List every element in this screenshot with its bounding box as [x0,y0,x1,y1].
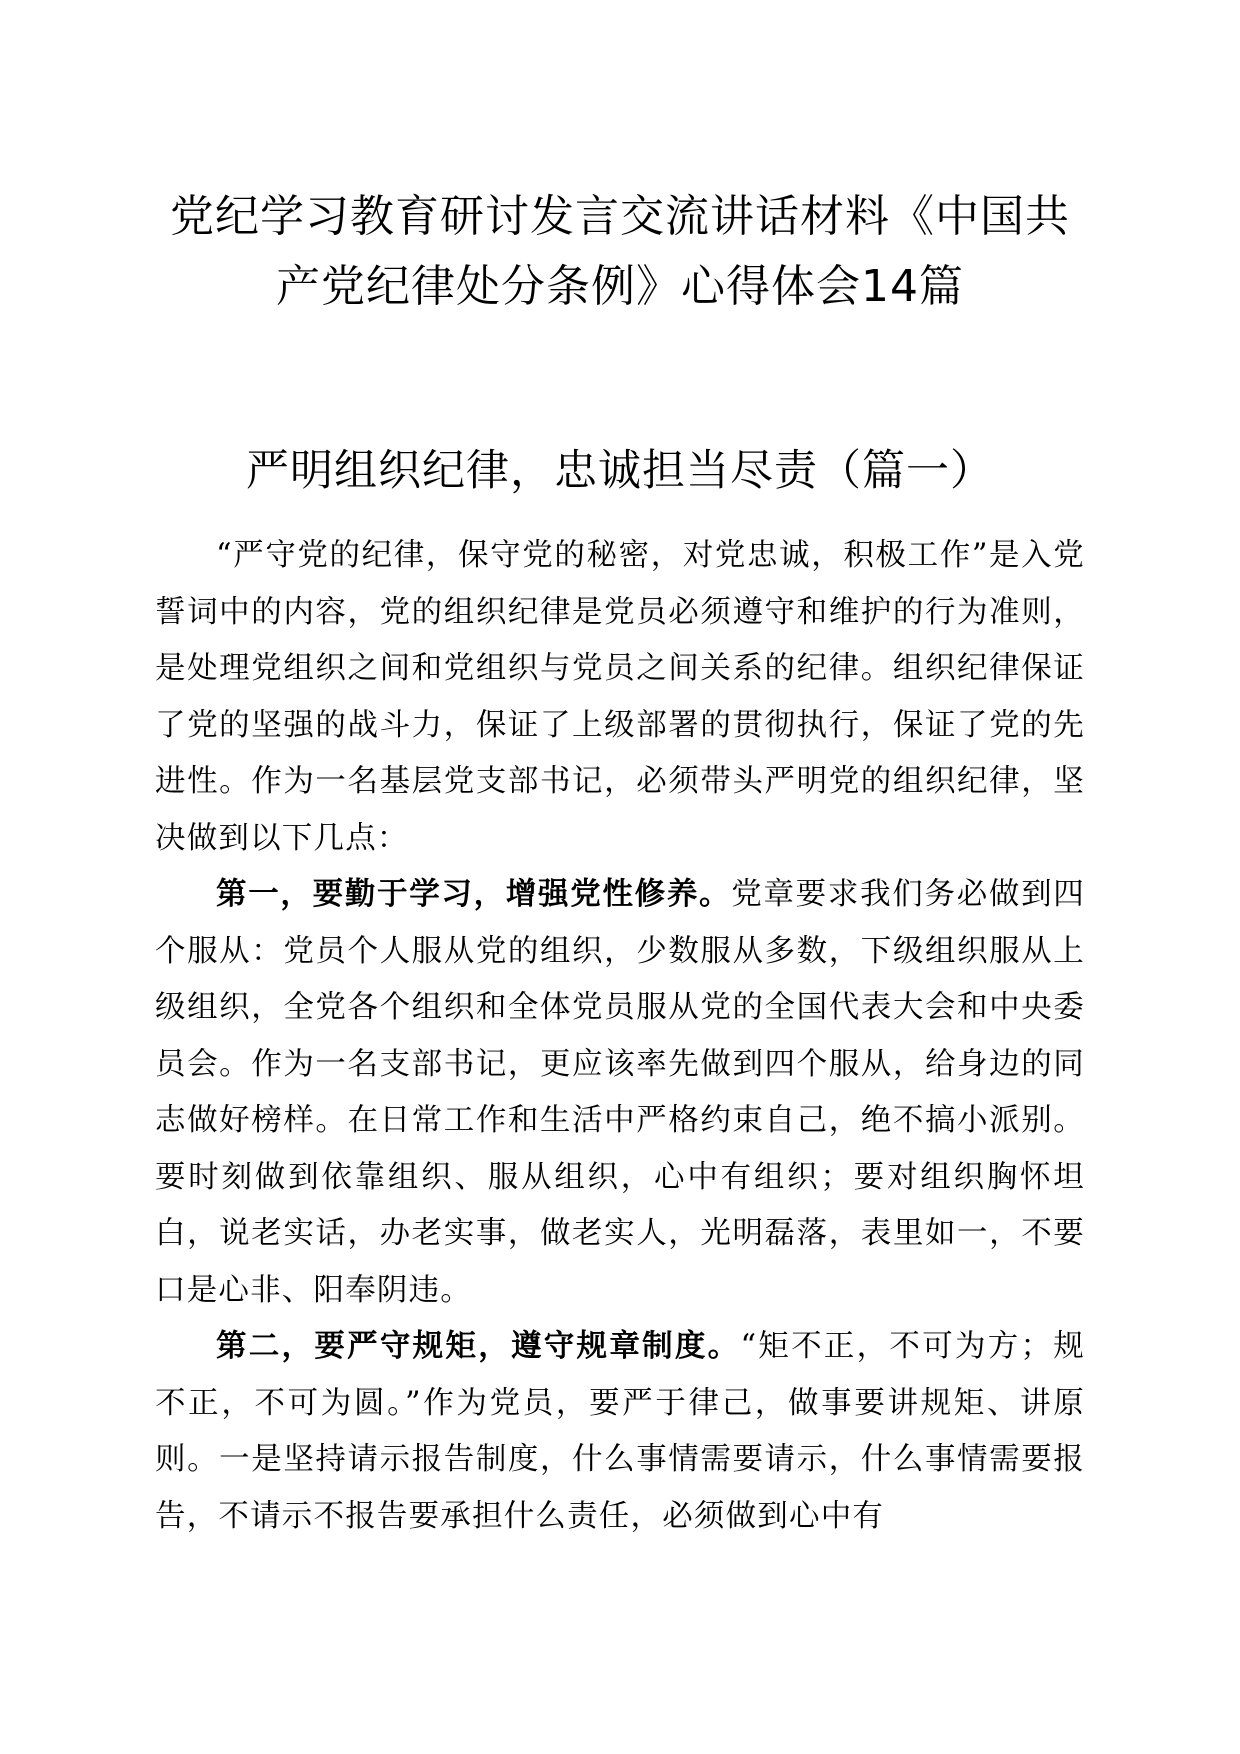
paragraph-point-1-text: 党章要求我们务必做到四个服从：党员个人服从党的组织，少数服从多数，下级组织服从上级组织，全党各个组织和全体党员服从党的全国代表大会和中央委员会。作为一名支部书记，更应该率先做到四个服从，给身边的同志做好榜样。在日常工作和生活中严格约束自己，绝不搞小派别。要时刻做到依靠组织、服从组织，心中有组织；要对组织胸怀坦白，说老实话，办老实事，做老实人，光明磊落，表里如一，不要口是心非、阳奉阴违。 [155,877,1086,1308]
paragraph-intro [155,528,1085,867]
paragraph-point-2-text: “矩不正，不可为方；规不正，不可为圆。”作为党员，要严于律己，做事要讲规矩、讲原则。一是坚持请示报告制度，什么事情需要请示，什么事情需要报告，不请示不报告要承担什么责任，必须做到心中有 [155,1329,1085,1534]
document-title-line-2: 产党纪律处分条例》心得体会14篇 [276,261,964,312]
paragraph-point-1 [155,867,1085,1319]
paragraph-point-2 [155,1319,1085,1545]
paragraph-intro-text: “严守党的纪律，保守党的秘密，对党忠诚，积极工作”是入党誓词中的内容，党的组织纪律是党员必须遵守和维护的行为准则，是处理党组织之间和党组织与党员之间关系的纪律。组织纪律保证了党的坚强的战斗力，保证了上级部署的贯彻执行，保证了党的先进性。作为一名基层党支部书记，必须带头严明党的组织纪律，坚决做到以下几点： [155,538,1085,856]
paragraph-point-1-lead: 第一，要勤于学习，增强党性修养。 [216,877,732,912]
document-body [155,528,1085,1545]
document-title-line-1: 党纪学习教育研讨发言交流讲话材料《中国共 [170,191,1070,242]
paragraph-point-2-lead: 第二，要严守规矩，遵守规章制度。 [216,1329,741,1364]
section-title: 严明组织纪律，忠诚担当尽责（篇一） [246,446,994,496]
document-title [120,182,1120,322]
